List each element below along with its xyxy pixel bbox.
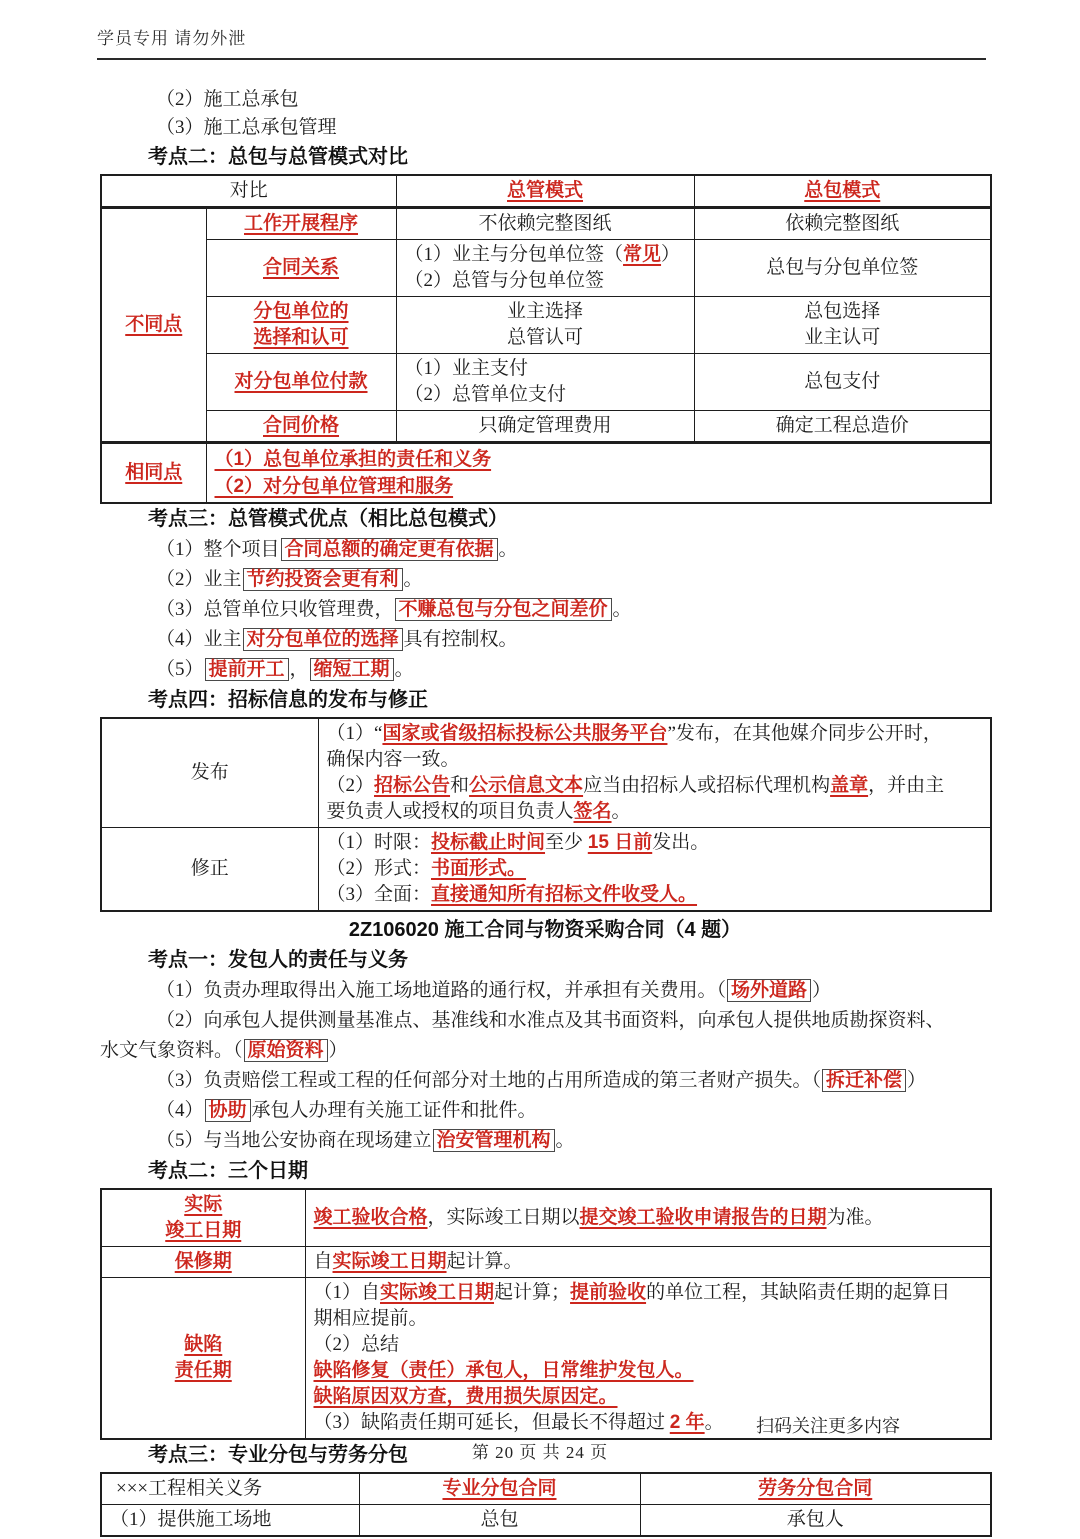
table-cell	[396, 354, 694, 411]
text-segment: （2）总管与分包单位签	[404, 270, 605, 291]
section-title: 2Z106020 施工合同与物资采购合同（4 题）	[348, 919, 742, 941]
text-segment: （1）自	[313, 1282, 381, 1303]
compare-header-cell: 对比	[101, 175, 396, 208]
same-content-cell	[206, 443, 991, 504]
subcontract-table	[100, 1472, 992, 1537]
text-segment: （1）“	[326, 723, 383, 744]
row-label-cell	[206, 240, 396, 297]
text-segment: 。	[612, 599, 632, 620]
cell-label: 对分包单位付款	[234, 371, 368, 392]
highlight-boxed: 原始资料	[244, 1039, 328, 1062]
text-line	[405, 242, 686, 268]
duty-item	[100, 1006, 990, 1036]
text-line	[327, 773, 983, 799]
row-label-cell	[206, 411, 396, 443]
confidential-header	[97, 24, 986, 60]
highlight-underlined: 实际竣工日期	[332, 1251, 447, 1272]
text-line	[327, 830, 983, 856]
highlight-underlined: 直接通知所有招标文件收受人。	[431, 884, 698, 905]
cell-label: 工作开展程序	[244, 213, 359, 234]
text-segment: ）	[661, 244, 681, 265]
highlight-underlined: 签名	[573, 801, 612, 822]
table-cell: 依赖完整图纸	[694, 208, 991, 240]
highlight-boxed: 缩短工期	[310, 658, 394, 681]
text-line: （1）业主支付	[404, 358, 529, 379]
text-line: 总管认可	[507, 327, 584, 348]
text-segment: ）	[907, 1070, 927, 1091]
text-segment: 水文气象资料。（	[100, 1040, 243, 1061]
table-row	[101, 1473, 991, 1505]
highlight-underlined: 书面形式。	[431, 858, 527, 879]
text-line	[314, 1306, 983, 1332]
text-segment: （1）负责办理取得出入施工场地道路的通行权，并承担有关费用。（	[156, 980, 727, 1001]
duty-item	[100, 1066, 990, 1096]
table-cell: 不依赖完整图纸	[396, 208, 694, 240]
table-cell	[305, 1189, 991, 1247]
warranty-label-cell	[101, 1247, 305, 1278]
text-segment: （2）业主	[156, 569, 242, 590]
cell-label: 相同点	[125, 462, 183, 483]
text-segment: ）	[812, 980, 832, 1001]
table-cell: 总包支付	[694, 354, 991, 411]
advantage-item	[100, 535, 990, 565]
text-segment: （1）业主与分包单位签（	[404, 244, 624, 265]
intro-item-3: （3）施工总承包管理	[156, 117, 337, 138]
publish-label-cell: 发布	[101, 718, 318, 828]
publish-revise-table	[100, 717, 992, 912]
highlight-underlined: 提交竣工验收申请报告的日期	[579, 1207, 827, 1228]
text-line	[314, 1384, 983, 1410]
highlight-underlined: 公示信息文本	[469, 775, 584, 796]
advantage-item	[100, 595, 990, 625]
table-cell: 总包与分包单位签	[694, 240, 991, 297]
table-row	[101, 208, 991, 240]
compare-table	[100, 174, 992, 504]
heading-kaodian1b: 考点一：发包人的责任与义务	[148, 949, 408, 971]
text-line	[327, 747, 983, 773]
text-line	[327, 856, 983, 882]
text-line	[314, 1332, 983, 1358]
text-line	[314, 1358, 983, 1384]
text-segment: 至少	[545, 832, 588, 853]
text-segment: 要负责人或授权的项目负责人	[326, 801, 574, 822]
highlight-boxed: 合同总额的确定更有依据	[281, 538, 498, 561]
text-line: 总包选择	[804, 301, 881, 322]
text-segment: 承包人办理有关施工证件和批件。	[251, 1100, 537, 1121]
table-row	[101, 443, 991, 504]
table-row	[101, 354, 991, 411]
text-segment: （3）总管单位只收管理费，	[156, 599, 394, 620]
header-label: 专业分包合同	[442, 1478, 557, 1499]
text-line: 业主认可	[804, 327, 881, 348]
zongguan-mode-header	[396, 175, 694, 208]
zongbao-mode-header	[694, 175, 991, 208]
text-segment: 应当由招标人或招标代理机构	[583, 775, 831, 796]
text-line: （1）总包单位承担的责任和义务	[214, 449, 492, 470]
heading-kaodian2: 考点二：总包与总管模式对比	[148, 146, 408, 168]
text-line	[314, 1249, 983, 1275]
highlight-underlined: 缺陷原因双方查，费用损失原因定。	[313, 1386, 618, 1407]
table-cell: 承包人	[640, 1505, 991, 1537]
duty-item-wrap	[100, 1036, 990, 1066]
footer-scan-note: 扫码关注更多内容	[756, 1416, 900, 1436]
row-label-cell	[206, 354, 396, 411]
page-content	[100, 86, 990, 1539]
text-segment: ，并由主	[868, 775, 945, 796]
highlight-underlined: 竣工验收合格	[313, 1207, 428, 1228]
intro-item-2: （2）施工总承包	[156, 89, 299, 110]
text-line	[405, 268, 686, 294]
table-cell: 总包	[359, 1505, 640, 1537]
text-segment: 自	[313, 1251, 333, 1272]
text-segment: 为准。	[826, 1207, 884, 1228]
highlight-boxed: 拆迁补偿	[822, 1069, 906, 1092]
table-cell	[305, 1247, 991, 1278]
footer-page-number: 第 20 页 共 24 页	[471, 1443, 609, 1462]
cell-label: 选择和认可	[253, 327, 349, 348]
highlight-underlined: 缺陷修复（责任）承包人，日常维护发包人。	[313, 1360, 694, 1381]
revise-label-cell: 修正	[101, 828, 318, 912]
text-segment: 。	[498, 539, 518, 560]
publish-content-cell	[318, 718, 991, 828]
advantage-item	[100, 625, 990, 655]
highlight-underlined: 2 年	[669, 1412, 705, 1433]
heading-kaodian4: 考点四：招标信息的发布与修正	[148, 689, 428, 711]
text-segment: （2）总结	[313, 1334, 400, 1355]
duty-item	[100, 1096, 990, 1126]
text-segment: （1）整个项目	[156, 539, 280, 560]
header-label: 总管模式	[507, 180, 584, 201]
table-cell: 只确定管理费用	[396, 411, 694, 443]
duty-item	[100, 976, 990, 1006]
three-dates-table	[100, 1188, 992, 1440]
text-line: 业主选择	[507, 301, 584, 322]
text-line	[327, 799, 983, 825]
text-segment: 和	[450, 775, 470, 796]
text-segment: （3）全面：	[326, 884, 432, 905]
table-row	[101, 1505, 991, 1537]
text-segment: 。	[611, 801, 631, 822]
text-segment: ，实际竣工日期以	[427, 1207, 580, 1228]
text-segment: （2）	[326, 775, 375, 796]
table-row	[101, 828, 991, 912]
defect-liability-label-cell	[101, 1278, 305, 1440]
cell-label: 实际	[184, 1194, 223, 1215]
diff-label-cell	[101, 208, 206, 443]
table-row	[101, 1189, 991, 1247]
heading-kaodian3b: 考点三：专业分包与劳务分包	[148, 1444, 408, 1466]
cell-label: 保修期	[174, 1251, 232, 1272]
table-row	[101, 1247, 991, 1278]
duty-item	[100, 1126, 990, 1156]
text-segment: （4）业主	[156, 629, 242, 650]
table-cell	[396, 240, 694, 297]
text-segment: 发出。	[652, 832, 710, 853]
cell-label: 合同关系	[263, 257, 340, 278]
text-line	[327, 721, 983, 747]
row-label-cell	[206, 208, 396, 240]
text-segment: ”发布，在其他媒介同步公开时，	[667, 723, 942, 744]
highlight-boxed: 提前开工	[205, 658, 289, 681]
highlight-underlined: 投标截止时间	[431, 832, 546, 853]
table-cell	[396, 297, 694, 354]
heading-kaodian2b: 考点二：三个日期	[148, 1160, 308, 1182]
professional-subcontract-header	[359, 1473, 640, 1505]
highlight-boxed: 场外道路	[727, 979, 811, 1002]
obligation-header-cell: ×××工程相关义务	[101, 1473, 359, 1505]
highlight-boxed: 节约投资会更有利	[243, 568, 403, 591]
highlight-underlined: 15 日前	[587, 832, 653, 853]
table-row	[101, 175, 991, 208]
text-line	[314, 1205, 983, 1231]
table-cell: 确定工程总造价	[694, 411, 991, 443]
text-line: （2）对分包单位管理和服务	[214, 476, 454, 497]
text-segment: 起计算。	[446, 1251, 523, 1272]
text-segment: （1）时限：	[326, 832, 432, 853]
highlight-underlined: 盖章	[830, 775, 869, 796]
highlight-boxed: 治安管理机构	[433, 1129, 555, 1152]
row-label-cell	[206, 297, 396, 354]
table-cell	[694, 297, 991, 354]
text-line	[327, 882, 983, 908]
highlight-underlined: 常见	[623, 244, 662, 265]
highlight-boxed: 协助	[205, 1099, 251, 1122]
text-segment: ，	[289, 659, 309, 680]
cell-label: 责任期	[174, 1360, 232, 1381]
text-segment: ）	[328, 1040, 348, 1061]
table-row	[101, 718, 991, 828]
text-segment: 确保内容一致。	[326, 749, 460, 770]
text-segment: （5）与当地公安协商在现场建立	[156, 1130, 432, 1151]
cell-label: 竣工日期	[165, 1220, 242, 1241]
text-segment: 。	[555, 1130, 575, 1151]
header-label: 总包模式	[804, 180, 881, 201]
text-segment: （3）缺陷责任期可延长，但最长不得超过	[313, 1412, 670, 1433]
highlight-boxed: 对分包单位的选择	[243, 628, 403, 651]
text-segment: 。	[394, 659, 414, 680]
text-segment: （2）向承包人提供测量基准点、基准线和水准点及其书面资料，向承包人提供地质勘探资料、	[156, 1010, 945, 1031]
text-segment: 起计算；	[494, 1282, 571, 1303]
table-row	[101, 411, 991, 443]
cell-label: 缺陷	[184, 1334, 223, 1355]
text-line: （2）总管单位支付	[404, 384, 567, 405]
text-segment: （2）形式：	[326, 858, 432, 879]
advantage-item	[100, 655, 990, 685]
text-segment: 。	[704, 1412, 724, 1433]
cell-label: 分包单位的	[253, 301, 349, 322]
same-label-cell	[101, 443, 206, 504]
revise-content-cell	[318, 828, 991, 912]
highlight-underlined: 招标公告	[374, 775, 451, 796]
table-row	[101, 297, 991, 354]
labor-subcontract-header	[640, 1473, 991, 1505]
actual-completion-label-cell	[101, 1189, 305, 1247]
text-segment: 的单位工程，其缺陷责任期的起算日	[646, 1282, 951, 1303]
header-label: 劳务分包合同	[758, 1478, 873, 1499]
text-segment: （3）负责赔偿工程或工程的任何部分对土地的占用所造成的第三者财产损失。（	[156, 1070, 822, 1091]
text-segment: （4）	[156, 1100, 204, 1121]
text-segment: （5）	[156, 659, 204, 680]
text-line	[314, 1280, 983, 1306]
advantage-item	[100, 565, 990, 595]
highlight-boxed: 不赚总包与分包之间差价	[395, 598, 612, 621]
cell-label: 合同价格	[263, 415, 340, 436]
text-segment: 。	[403, 569, 423, 590]
table-row	[101, 240, 991, 297]
text-segment: 具有控制权。	[403, 629, 518, 650]
cell-label: 不同点	[125, 314, 183, 335]
highlight-underlined: 实际竣工日期	[380, 1282, 495, 1303]
text-segment: 期相应提前。	[313, 1308, 428, 1329]
heading-kaodian3: 考点三：总管模式优点（相比总包模式）	[148, 508, 508, 530]
highlight-underlined: 国家或省级招标投标公共服务平台	[382, 723, 668, 744]
table-cell: （1）提供施工场地	[101, 1505, 359, 1537]
highlight-underlined: 提前验收	[570, 1282, 647, 1303]
confidential-note: 学员专用 请勿外泄	[97, 29, 247, 48]
